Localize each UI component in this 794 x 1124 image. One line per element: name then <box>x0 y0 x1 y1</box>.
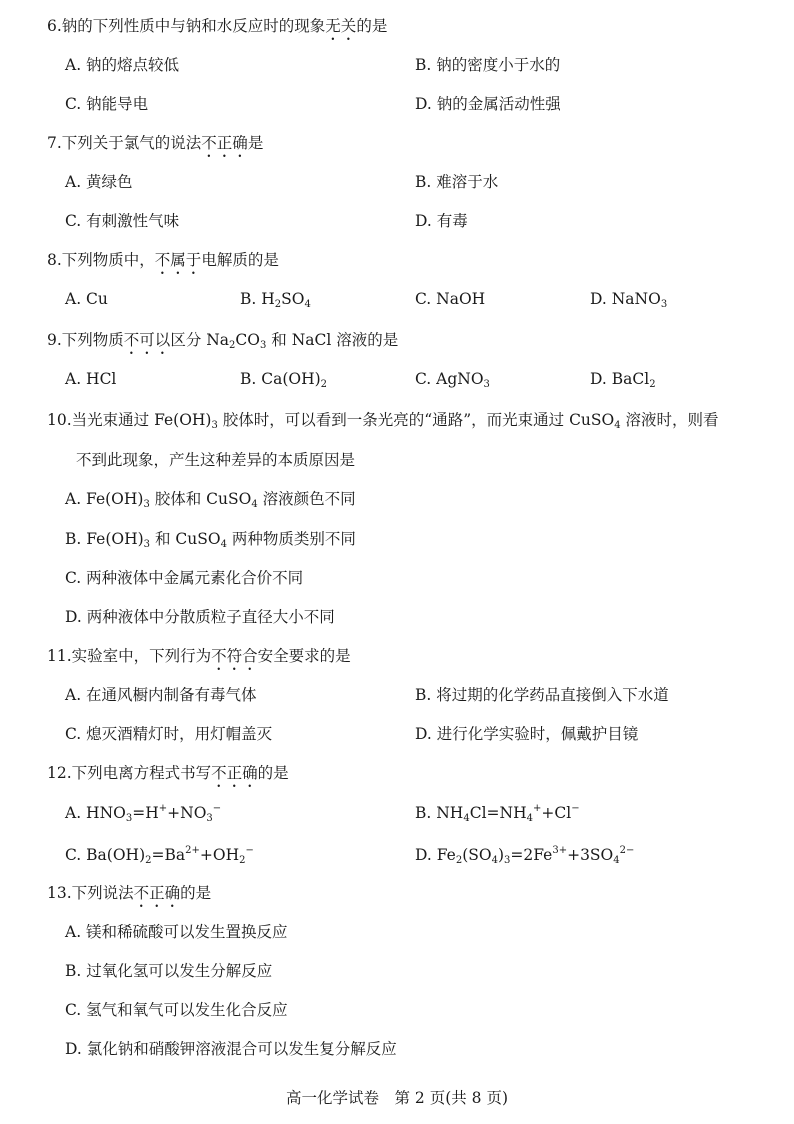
option-10d: D. 两种液体中分散质粒子直径大小不同 <box>65 608 335 626</box>
equals-sign: = <box>151 846 165 864</box>
option-8d: D. NaNO$_3$ <box>590 290 668 310</box>
option-6c: C. 钠能导电 <box>65 95 149 113</box>
option-11d: D. 进行化学实验时，佩戴护目镜 <box>415 725 639 743</box>
option-12a: A. $HNO_3=H^++NO_3^-$ <box>65 803 222 824</box>
question-12-stem: 12.下列电离方程式书写不正确的是 <box>47 764 289 782</box>
option-8b: B. $H_2SO_4$ <box>240 290 311 310</box>
option-7d: D. 有毒 <box>415 212 468 230</box>
emphasis-text: 不正确 <box>201 134 248 152</box>
option-13c: C. 氢气和氧气可以发生化合反应 <box>65 1001 288 1019</box>
option-11a: A. 在通风橱内制备有毒气体 <box>65 686 257 704</box>
question-13-stem: 13.下列说法不正确的是 <box>47 884 212 902</box>
question-10-stem-line1: 10.当光束通过 $Fe(OH)_3$ 胶体时，可以看到一条光亮的“通路”，而光束通过 CuSO$_4$ 溶液时，则看 <box>47 411 719 431</box>
option-12d: D. $Fe_2(SO_4)_3=2Fe^{3+}+3SO_4^{2-}$ <box>415 845 635 866</box>
option-11b: B. 将过期的化学药品直接倒入下水道 <box>415 686 669 704</box>
question-7-stem: 7.下列关于氯气的说法不正确是 <box>47 134 264 152</box>
emphasis-text: 不正确 <box>211 764 258 782</box>
question-8-stem: 8.下列物质中，不属于电解质的是 <box>47 251 279 269</box>
option-8c: C. NaOH <box>415 290 486 308</box>
emphasis-text: 无关 <box>325 17 357 35</box>
option-13b: B. 过氧化氢可以发生分解反应 <box>65 962 273 980</box>
option-8a: A. Cu <box>65 290 108 308</box>
option-7b: B. 难溶于水 <box>415 173 499 191</box>
option-11c: C. 熄灭酒精灯时，用灯帽盖灭 <box>65 725 273 743</box>
option-10b: B. $Fe(OH)_3$ 和 CuSO$_4$ 两种物质类别不同 <box>65 530 356 550</box>
option-6b: B. 钠的密度小于水的 <box>415 56 561 74</box>
question-6-stem: 6.钠的下列性质中与钠和水反应时的现象无关的是 <box>47 17 388 35</box>
equals-sign: = <box>486 804 500 822</box>
option-9d: D. BaCl$_2$ <box>590 370 656 390</box>
question-10-stem-line2: 不到此现象，产生这种差异的本质原因是 <box>76 451 356 469</box>
page-footer: 高一化学试卷 第 2 页(共 8 页) <box>285 1089 509 1107</box>
option-10c: C. 两种液体中金属元素化合价不同 <box>65 569 304 587</box>
emphasis-text: 不符合 <box>211 647 258 665</box>
emphasis-text: 不属于 <box>154 251 202 269</box>
question-11-stem: 11.实验室中，下列行为不符合安全要求的是 <box>47 647 351 665</box>
option-12b: B. $NH_4Cl=NH_4^++Cl^-$ <box>415 803 580 824</box>
option-6d: D. 钠的金属活动性强 <box>415 95 561 113</box>
option-7c: C. 有刺激性气味 <box>65 212 180 230</box>
emphasis-text: 不正确 <box>133 884 181 902</box>
option-7a: A. 黄绿色 <box>65 173 133 191</box>
option-10a: A. $Fe(OH)_3$ 胶体和 CuSO$_4$ 溶液颜色不同 <box>65 490 356 510</box>
option-12c: C. $Ba(OH)_2=Ba^{2+}+OH_2^-$ <box>65 845 254 866</box>
option-9c: C. AgNO$_3$ <box>415 370 490 390</box>
option-9b: B. $Ca(OH)_2$ <box>240 370 328 390</box>
option-9a: A. HCl <box>65 370 117 388</box>
option-6a: A. 钠的熔点较低 <box>65 56 180 74</box>
option-13a: A. 镁和稀硫酸可以发生置换反应 <box>65 923 288 941</box>
equals-sign: = <box>510 846 524 864</box>
option-13d: D. 氯化钠和硝酸钾溶液混合可以发生复分解反应 <box>65 1040 397 1058</box>
emphasis-text: 不可以 <box>123 331 171 349</box>
equals-sign: = <box>132 804 146 822</box>
question-9-stem: 9.下列物质不可以区分 $Na_2CO_3$ 和 NaCl 溶液的是 <box>47 331 399 351</box>
